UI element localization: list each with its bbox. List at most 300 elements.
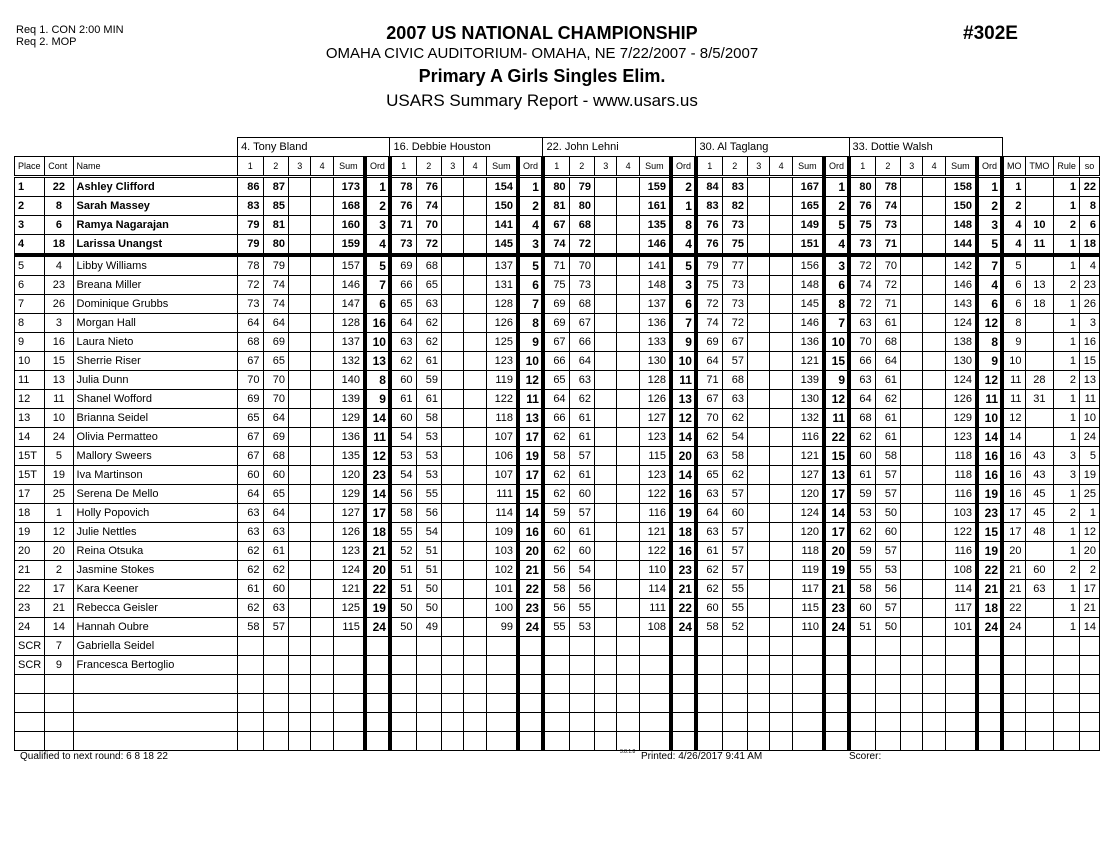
sum-cell: 150 <box>486 197 518 216</box>
score-3 <box>289 523 311 542</box>
score-3 <box>289 197 311 216</box>
skater-name: Mallory Sweers <box>73 447 238 466</box>
score-4 <box>770 255 792 276</box>
contestant-number: 12 <box>45 523 73 542</box>
score-1: 66 <box>849 352 875 371</box>
ordinal-cell: 6 <box>518 276 543 295</box>
score-2: 83 <box>722 177 747 197</box>
ordinal-cell: 5 <box>365 255 390 276</box>
col-score-1: 1 <box>849 157 875 177</box>
score-4 <box>617 637 639 656</box>
score-4 <box>617 255 639 276</box>
score-4 <box>464 732 486 751</box>
score-3 <box>748 504 770 523</box>
ordinal-cell: 11 <box>824 409 849 428</box>
table-row <box>15 352 1100 371</box>
table-row <box>15 371 1100 390</box>
sum-cell: 103 <box>486 542 518 561</box>
col-score-3: 3 <box>289 157 311 177</box>
score-4 <box>617 352 639 371</box>
score-3 <box>901 561 923 580</box>
sum-cell: 118 <box>486 409 518 428</box>
score-2: 49 <box>416 618 441 637</box>
score-3 <box>595 580 617 599</box>
so-cell: 25 <box>1080 485 1100 504</box>
score-2: 78 <box>875 177 900 197</box>
place-cell: 13 <box>15 409 45 428</box>
sum-cell: 123 <box>945 428 977 447</box>
score-4 <box>617 276 639 295</box>
score-4 <box>770 216 792 235</box>
rule-cell <box>1054 675 1080 694</box>
ordinal-cell: 14 <box>824 504 849 523</box>
score-1: 66 <box>390 276 416 295</box>
score-1: 66 <box>543 409 569 428</box>
score-4 <box>923 197 945 216</box>
score-4 <box>311 177 333 197</box>
score-1: 59 <box>849 542 875 561</box>
score-1: 69 <box>543 314 569 333</box>
score-3 <box>901 580 923 599</box>
sum-cell <box>486 656 518 675</box>
ordinal-cell: 24 <box>977 618 1002 637</box>
score-2: 72 <box>416 235 441 256</box>
score-2: 55 <box>722 599 747 618</box>
ordinal-cell: 11 <box>365 428 390 447</box>
score-2: 64 <box>263 504 288 523</box>
mo-cell <box>1002 656 1025 675</box>
ordinal-cell: 4 <box>977 276 1002 295</box>
software-version: 3.8.1.8 <box>620 749 636 755</box>
score-3 <box>901 295 923 314</box>
sum-cell: 146 <box>333 276 365 295</box>
ordinal-cell: 4 <box>824 235 849 256</box>
ordinal-cell <box>977 713 1002 732</box>
col-score-3: 3 <box>595 157 617 177</box>
score-4 <box>311 428 333 447</box>
ordinal-cell: 19 <box>365 599 390 618</box>
score-4 <box>617 675 639 694</box>
sum-cell: 126 <box>945 390 977 409</box>
score-1: 61 <box>696 542 722 561</box>
rule-cell: 2 <box>1054 504 1080 523</box>
contestant-number: 5 <box>45 447 73 466</box>
score-4 <box>770 409 792 428</box>
score-1: 74 <box>849 276 875 295</box>
so-cell <box>1080 675 1100 694</box>
contestant-number: 26 <box>45 295 73 314</box>
sum-cell: 115 <box>333 618 365 637</box>
score-1: 62 <box>849 523 875 542</box>
score-4 <box>464 371 486 390</box>
score-4 <box>923 428 945 447</box>
score-3 <box>442 561 464 580</box>
score-3 <box>289 599 311 618</box>
score-3 <box>901 216 923 235</box>
score-4 <box>770 235 792 256</box>
score-1: 76 <box>696 235 722 256</box>
sum-cell: 110 <box>639 561 671 580</box>
score-3 <box>289 333 311 352</box>
score-3 <box>748 295 770 314</box>
tmo-cell <box>1025 197 1054 216</box>
ordinal-cell: 8 <box>977 333 1002 352</box>
tmo-cell: 45 <box>1025 504 1054 523</box>
score-4 <box>923 580 945 599</box>
score-2: 62 <box>722 466 747 485</box>
score-3 <box>748 485 770 504</box>
ordinal-cell: 23 <box>977 504 1002 523</box>
score-2: 57 <box>875 466 900 485</box>
score-3 <box>595 235 617 256</box>
score-3 <box>442 618 464 637</box>
score-4 <box>923 694 945 713</box>
score-3 <box>595 177 617 197</box>
ordinal-cell: 17 <box>824 485 849 504</box>
contestant-number: 25 <box>45 485 73 504</box>
table-row <box>15 255 1100 276</box>
sum-cell: 108 <box>945 561 977 580</box>
contestant-number: 2 <box>45 561 73 580</box>
score-3 <box>442 177 464 197</box>
ordinal-cell: 4 <box>365 235 390 256</box>
rule-cell: 1 <box>1054 485 1080 504</box>
score-2 <box>875 732 900 751</box>
score-1: 54 <box>390 466 416 485</box>
tmo-cell: 31 <box>1025 390 1054 409</box>
score-1: 60 <box>849 447 875 466</box>
sum-cell: 116 <box>639 504 671 523</box>
score-2: 68 <box>569 216 594 235</box>
score-3 <box>748 235 770 256</box>
sum-cell: 129 <box>945 409 977 428</box>
table-row <box>15 295 1100 314</box>
score-3 <box>748 675 770 694</box>
score-1: 67 <box>543 216 569 235</box>
score-3 <box>595 352 617 371</box>
rule-cell: 2 <box>1054 371 1080 390</box>
so-cell: 15 <box>1080 352 1100 371</box>
score-1: 60 <box>390 371 416 390</box>
sum-cell: 127 <box>333 504 365 523</box>
sum-cell: 126 <box>639 390 671 409</box>
score-2: 61 <box>263 542 288 561</box>
col-score-4: 4 <box>617 157 639 177</box>
score-1: 62 <box>238 561 263 580</box>
sum-cell: 117 <box>945 599 977 618</box>
score-3 <box>595 314 617 333</box>
so-cell <box>1080 732 1100 751</box>
score-4 <box>617 409 639 428</box>
score-3 <box>595 390 617 409</box>
score-3 <box>901 371 923 390</box>
score-3 <box>442 390 464 409</box>
score-4 <box>923 466 945 485</box>
place-cell <box>15 732 45 751</box>
score-2: 77 <box>722 255 747 276</box>
score-3 <box>595 485 617 504</box>
contestant-number: 7 <box>45 637 73 656</box>
score-2 <box>416 713 441 732</box>
col-ord: Ord <box>977 157 1002 177</box>
ordinal-cell <box>671 713 696 732</box>
ordinal-cell: 23 <box>671 561 696 580</box>
score-3 <box>289 409 311 428</box>
ordinal-cell <box>365 637 390 656</box>
score-3 <box>748 371 770 390</box>
rule-cell <box>1054 656 1080 675</box>
ordinal-cell <box>977 732 1002 751</box>
score-4 <box>923 504 945 523</box>
sum-cell: 100 <box>486 599 518 618</box>
score-1 <box>238 656 263 675</box>
score-1: 55 <box>390 523 416 542</box>
score-2: 58 <box>722 447 747 466</box>
score-1: 62 <box>696 580 722 599</box>
place-cell: 8 <box>15 314 45 333</box>
score-2: 70 <box>416 216 441 235</box>
so-cell: 19 <box>1080 466 1100 485</box>
score-3 <box>901 504 923 523</box>
mo-cell: 17 <box>1002 523 1025 542</box>
score-4 <box>311 197 333 216</box>
ordinal-cell: 1 <box>977 177 1002 197</box>
score-1: 64 <box>849 390 875 409</box>
score-4 <box>311 314 333 333</box>
score-4 <box>464 333 486 352</box>
qualified-list: Qualified to next round: 6 8 18 22 <box>20 751 168 762</box>
score-3 <box>901 618 923 637</box>
score-3 <box>901 276 923 295</box>
skater-name: Laura Nieto <box>73 333 238 352</box>
rule-cell: 1 <box>1054 177 1080 197</box>
score-2: 73 <box>569 276 594 295</box>
score-4 <box>464 447 486 466</box>
place-cell: 24 <box>15 618 45 637</box>
score-1: 62 <box>543 542 569 561</box>
score-3 <box>748 732 770 751</box>
skater-name: Hannah Oubre <box>73 618 238 637</box>
sum-cell: 114 <box>639 580 671 599</box>
score-4 <box>923 675 945 694</box>
contestant-number: 8 <box>45 197 73 216</box>
tmo-cell <box>1025 314 1054 333</box>
score-3 <box>595 618 617 637</box>
score-3 <box>748 314 770 333</box>
score-1 <box>238 675 263 694</box>
ordinal-cell <box>365 675 390 694</box>
sum-cell: 139 <box>792 371 824 390</box>
score-1: 80 <box>849 177 875 197</box>
score-2: 73 <box>722 295 747 314</box>
score-2 <box>875 694 900 713</box>
so-cell: 11 <box>1080 390 1100 409</box>
score-4 <box>770 295 792 314</box>
col-score-4: 4 <box>923 157 945 177</box>
score-4 <box>770 177 792 197</box>
ordinal-cell <box>671 656 696 675</box>
score-2: 70 <box>875 255 900 276</box>
spacer <box>1002 138 1099 157</box>
score-1: 70 <box>238 371 263 390</box>
score-4 <box>923 276 945 295</box>
ordinal-cell: 7 <box>671 314 696 333</box>
place-cell: SCR <box>15 656 45 675</box>
score-3 <box>901 177 923 197</box>
score-4 <box>770 656 792 675</box>
sum-cell: 119 <box>792 561 824 580</box>
score-4 <box>770 618 792 637</box>
score-4 <box>311 618 333 637</box>
table-row <box>15 713 1100 732</box>
sum-cell: 123 <box>333 542 365 561</box>
score-2: 73 <box>875 216 900 235</box>
score-4 <box>770 713 792 732</box>
score-3 <box>901 713 923 732</box>
score-4 <box>770 694 792 713</box>
table-row <box>15 314 1100 333</box>
score-2 <box>875 675 900 694</box>
skater-name: Libby Williams <box>73 255 238 276</box>
sum-cell <box>639 675 671 694</box>
sum-cell: 168 <box>333 197 365 216</box>
place-cell: 15T <box>15 466 45 485</box>
score-2: 72 <box>722 314 747 333</box>
score-1: 60 <box>849 599 875 618</box>
ordinal-cell <box>824 675 849 694</box>
contestant-number: 9 <box>45 656 73 675</box>
score-3 <box>595 694 617 713</box>
ordinal-cell: 2 <box>365 197 390 216</box>
sum-cell: 139 <box>333 390 365 409</box>
score-4 <box>464 599 486 618</box>
table-row <box>15 447 1100 466</box>
sum-cell <box>945 637 977 656</box>
score-2: 62 <box>569 390 594 409</box>
score-3 <box>289 255 311 276</box>
table-row <box>15 485 1100 504</box>
score-1 <box>238 732 263 751</box>
table-row <box>15 675 1100 694</box>
score-3 <box>901 390 923 409</box>
ordinal-cell <box>824 732 849 751</box>
score-4 <box>923 599 945 618</box>
sum-cell: 125 <box>486 333 518 352</box>
score-4 <box>464 713 486 732</box>
score-2: 60 <box>569 542 594 561</box>
score-4 <box>464 561 486 580</box>
table-row <box>15 409 1100 428</box>
sum-cell: 140 <box>333 371 365 390</box>
score-2: 72 <box>569 235 594 256</box>
ordinal-cell: 9 <box>977 352 1002 371</box>
place-cell: 14 <box>15 428 45 447</box>
table-row <box>15 276 1100 295</box>
ordinal-cell: 14 <box>671 428 696 447</box>
sum-cell: 145 <box>792 295 824 314</box>
place-cell: 5 <box>15 255 45 276</box>
so-cell: 14 <box>1080 618 1100 637</box>
score-1: 58 <box>543 447 569 466</box>
score-3 <box>595 732 617 751</box>
sum-cell: 137 <box>486 255 518 276</box>
score-2 <box>722 732 747 751</box>
skater-name <box>73 732 238 751</box>
ordinal-cell <box>365 713 390 732</box>
score-1: 70 <box>696 409 722 428</box>
col-score-4: 4 <box>770 157 792 177</box>
sum-cell: 131 <box>486 276 518 295</box>
report-title: USARS Summary Report - www.usars.us <box>386 91 698 110</box>
score-2: 63 <box>263 599 288 618</box>
sum-cell: 159 <box>333 235 365 256</box>
ordinal-cell: 7 <box>365 276 390 295</box>
score-3 <box>595 504 617 523</box>
col-so: so <box>1080 157 1100 177</box>
score-1: 60 <box>696 599 722 618</box>
ordinal-cell: 18 <box>365 523 390 542</box>
score-1: 62 <box>390 352 416 371</box>
score-4 <box>617 504 639 523</box>
score-4 <box>923 390 945 409</box>
so-cell: 22 <box>1080 177 1100 197</box>
sum-cell: 122 <box>639 485 671 504</box>
so-cell: 5 <box>1080 447 1100 466</box>
place-cell: 18 <box>15 504 45 523</box>
ordinal-cell: 23 <box>518 599 543 618</box>
score-2: 50 <box>875 618 900 637</box>
ordinal-cell <box>518 713 543 732</box>
sum-cell: 121 <box>333 580 365 599</box>
score-2: 65 <box>263 352 288 371</box>
sum-cell: 99 <box>486 618 518 637</box>
col-sum: Sum <box>486 157 518 177</box>
col-place: Place <box>15 157 45 177</box>
score-1: 73 <box>849 235 875 256</box>
ordinal-cell: 17 <box>518 466 543 485</box>
table-row <box>15 656 1100 675</box>
score-4 <box>464 504 486 523</box>
sum-cell: 146 <box>945 276 977 295</box>
score-2: 59 <box>416 371 441 390</box>
col-mo: MO <box>1002 157 1025 177</box>
score-1: 64 <box>696 352 722 371</box>
ordinal-cell <box>671 732 696 751</box>
sum-cell: 126 <box>333 523 365 542</box>
score-1: 69 <box>543 295 569 314</box>
score-3 <box>442 580 464 599</box>
ordinal-cell: 10 <box>518 352 543 371</box>
score-4 <box>464 618 486 637</box>
score-2: 71 <box>875 235 900 256</box>
skater-name: Ramya Nagarajan <box>73 216 238 235</box>
score-3 <box>901 599 923 618</box>
skater-name <box>73 675 238 694</box>
score-2: 65 <box>416 276 441 295</box>
contestant-number: 18 <box>45 235 73 256</box>
score-1: 54 <box>390 428 416 447</box>
sum-cell: 101 <box>945 618 977 637</box>
score-1: 64 <box>696 504 722 523</box>
score-4 <box>617 371 639 390</box>
score-4 <box>617 295 639 314</box>
score-4 <box>617 235 639 256</box>
ordinal-cell: 10 <box>824 333 849 352</box>
table-row <box>15 694 1100 713</box>
sum-cell <box>792 694 824 713</box>
ordinal-cell: 8 <box>518 314 543 333</box>
sum-cell: 107 <box>486 466 518 485</box>
